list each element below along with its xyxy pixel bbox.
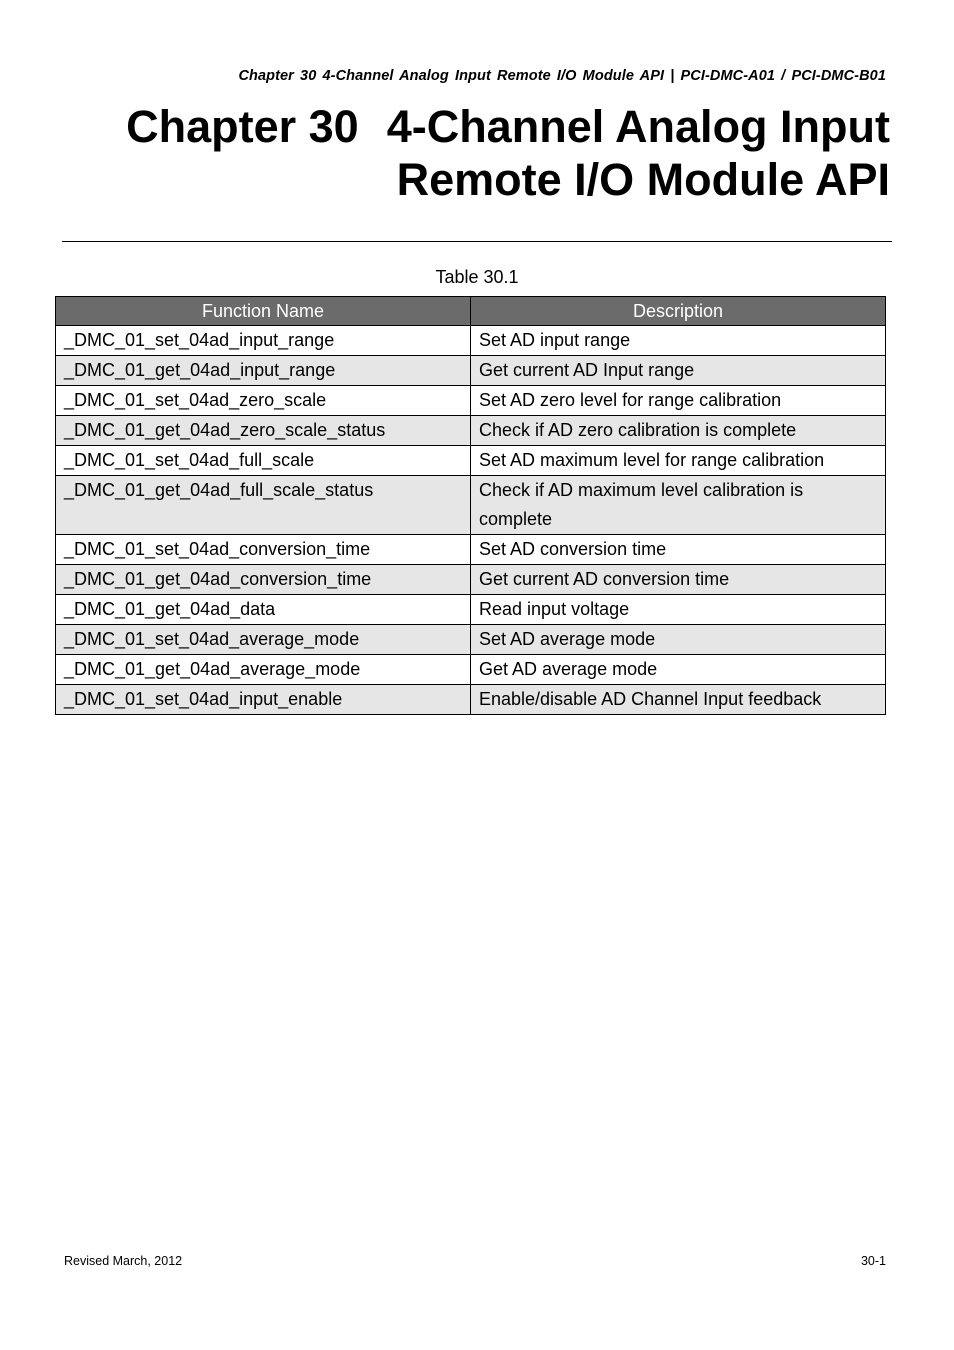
function-name-cell: _DMC_01_set_04ad_input_enable <box>56 685 471 715</box>
running-header: Chapter 30 4-Channel Analog Input Remote I/O Module API | PCI-DMC-A01 / PCI-DMC-B01 <box>238 68 886 84</box>
table-header-row <box>56 297 886 326</box>
table-caption: Table 30.1 <box>435 267 519 287</box>
table-row <box>56 685 886 715</box>
function-name-cell: _DMC_01_set_04ad_input_range <box>56 326 471 356</box>
table-row <box>56 386 886 416</box>
function-name-cell: _DMC_01_set_04ad_zero_scale <box>56 386 471 416</box>
function-name-cell: _DMC_01_get_04ad_conversion_time <box>56 565 471 595</box>
chapter-title <box>126 100 890 206</box>
column-header-function-name: Function Name <box>56 297 471 326</box>
function-name-cell: _DMC_01_get_04ad_data <box>56 595 471 625</box>
description-cell: Get current AD Input range <box>471 356 886 386</box>
function-name-cell: _DMC_01_get_04ad_average_mode <box>56 655 471 685</box>
description-cell: Enable/disable AD Channel Input feedback <box>471 685 886 715</box>
table-row <box>56 655 886 685</box>
chapter-title-line-1 <box>126 100 890 153</box>
function-name-cell: _DMC_01_get_04ad_zero_scale_status <box>56 416 471 446</box>
table-row <box>56 446 886 476</box>
function-name-cell: _DMC_01_set_04ad_full_scale <box>56 446 471 476</box>
function-name-cell: _DMC_01_set_04ad_conversion_time <box>56 535 471 565</box>
table-row <box>56 625 886 655</box>
table-row <box>56 476 886 535</box>
column-header-description: Description <box>471 297 886 326</box>
description-cell: Get AD average mode <box>471 655 886 685</box>
revision-note: Revised March, 2012 <box>64 1254 183 1268</box>
api-function-table <box>55 296 886 715</box>
title-divider <box>62 241 892 242</box>
function-name-cell: _DMC_01_get_04ad_input_range <box>56 356 471 386</box>
description-cell: Check if AD maximum level calibration is complete <box>471 476 886 535</box>
table-row <box>56 326 886 356</box>
description-cell: Set AD maximum level for range calibration <box>471 446 886 476</box>
function-name-cell: _DMC_01_set_04ad_average_mode <box>56 625 471 655</box>
description-cell: Check if AD zero calibration is complete <box>471 416 886 446</box>
page-number: 30-1 <box>860 1254 886 1268</box>
table-row <box>56 535 886 565</box>
description-cell: Set AD conversion time <box>471 535 886 565</box>
table-row <box>56 595 886 625</box>
chapter-title-text-1: 4-Channel Analog Input <box>386 101 890 152</box>
description-cell: Get current AD conversion time <box>471 565 886 595</box>
table-row <box>56 565 886 595</box>
description-cell: Set AD average mode <box>471 625 886 655</box>
function-name-cell: _DMC_01_get_04ad_full_scale_status <box>56 476 471 535</box>
chapter-title-line-2: Remote I/O Module API <box>396 154 890 205</box>
description-cell: Read input voltage <box>471 595 886 625</box>
chapter-number: Chapter 30 <box>126 101 359 152</box>
description-cell: Set AD input range <box>471 326 886 356</box>
description-cell: Set AD zero level for range calibration <box>471 386 886 416</box>
table-row <box>56 416 886 446</box>
table-row <box>56 356 886 386</box>
